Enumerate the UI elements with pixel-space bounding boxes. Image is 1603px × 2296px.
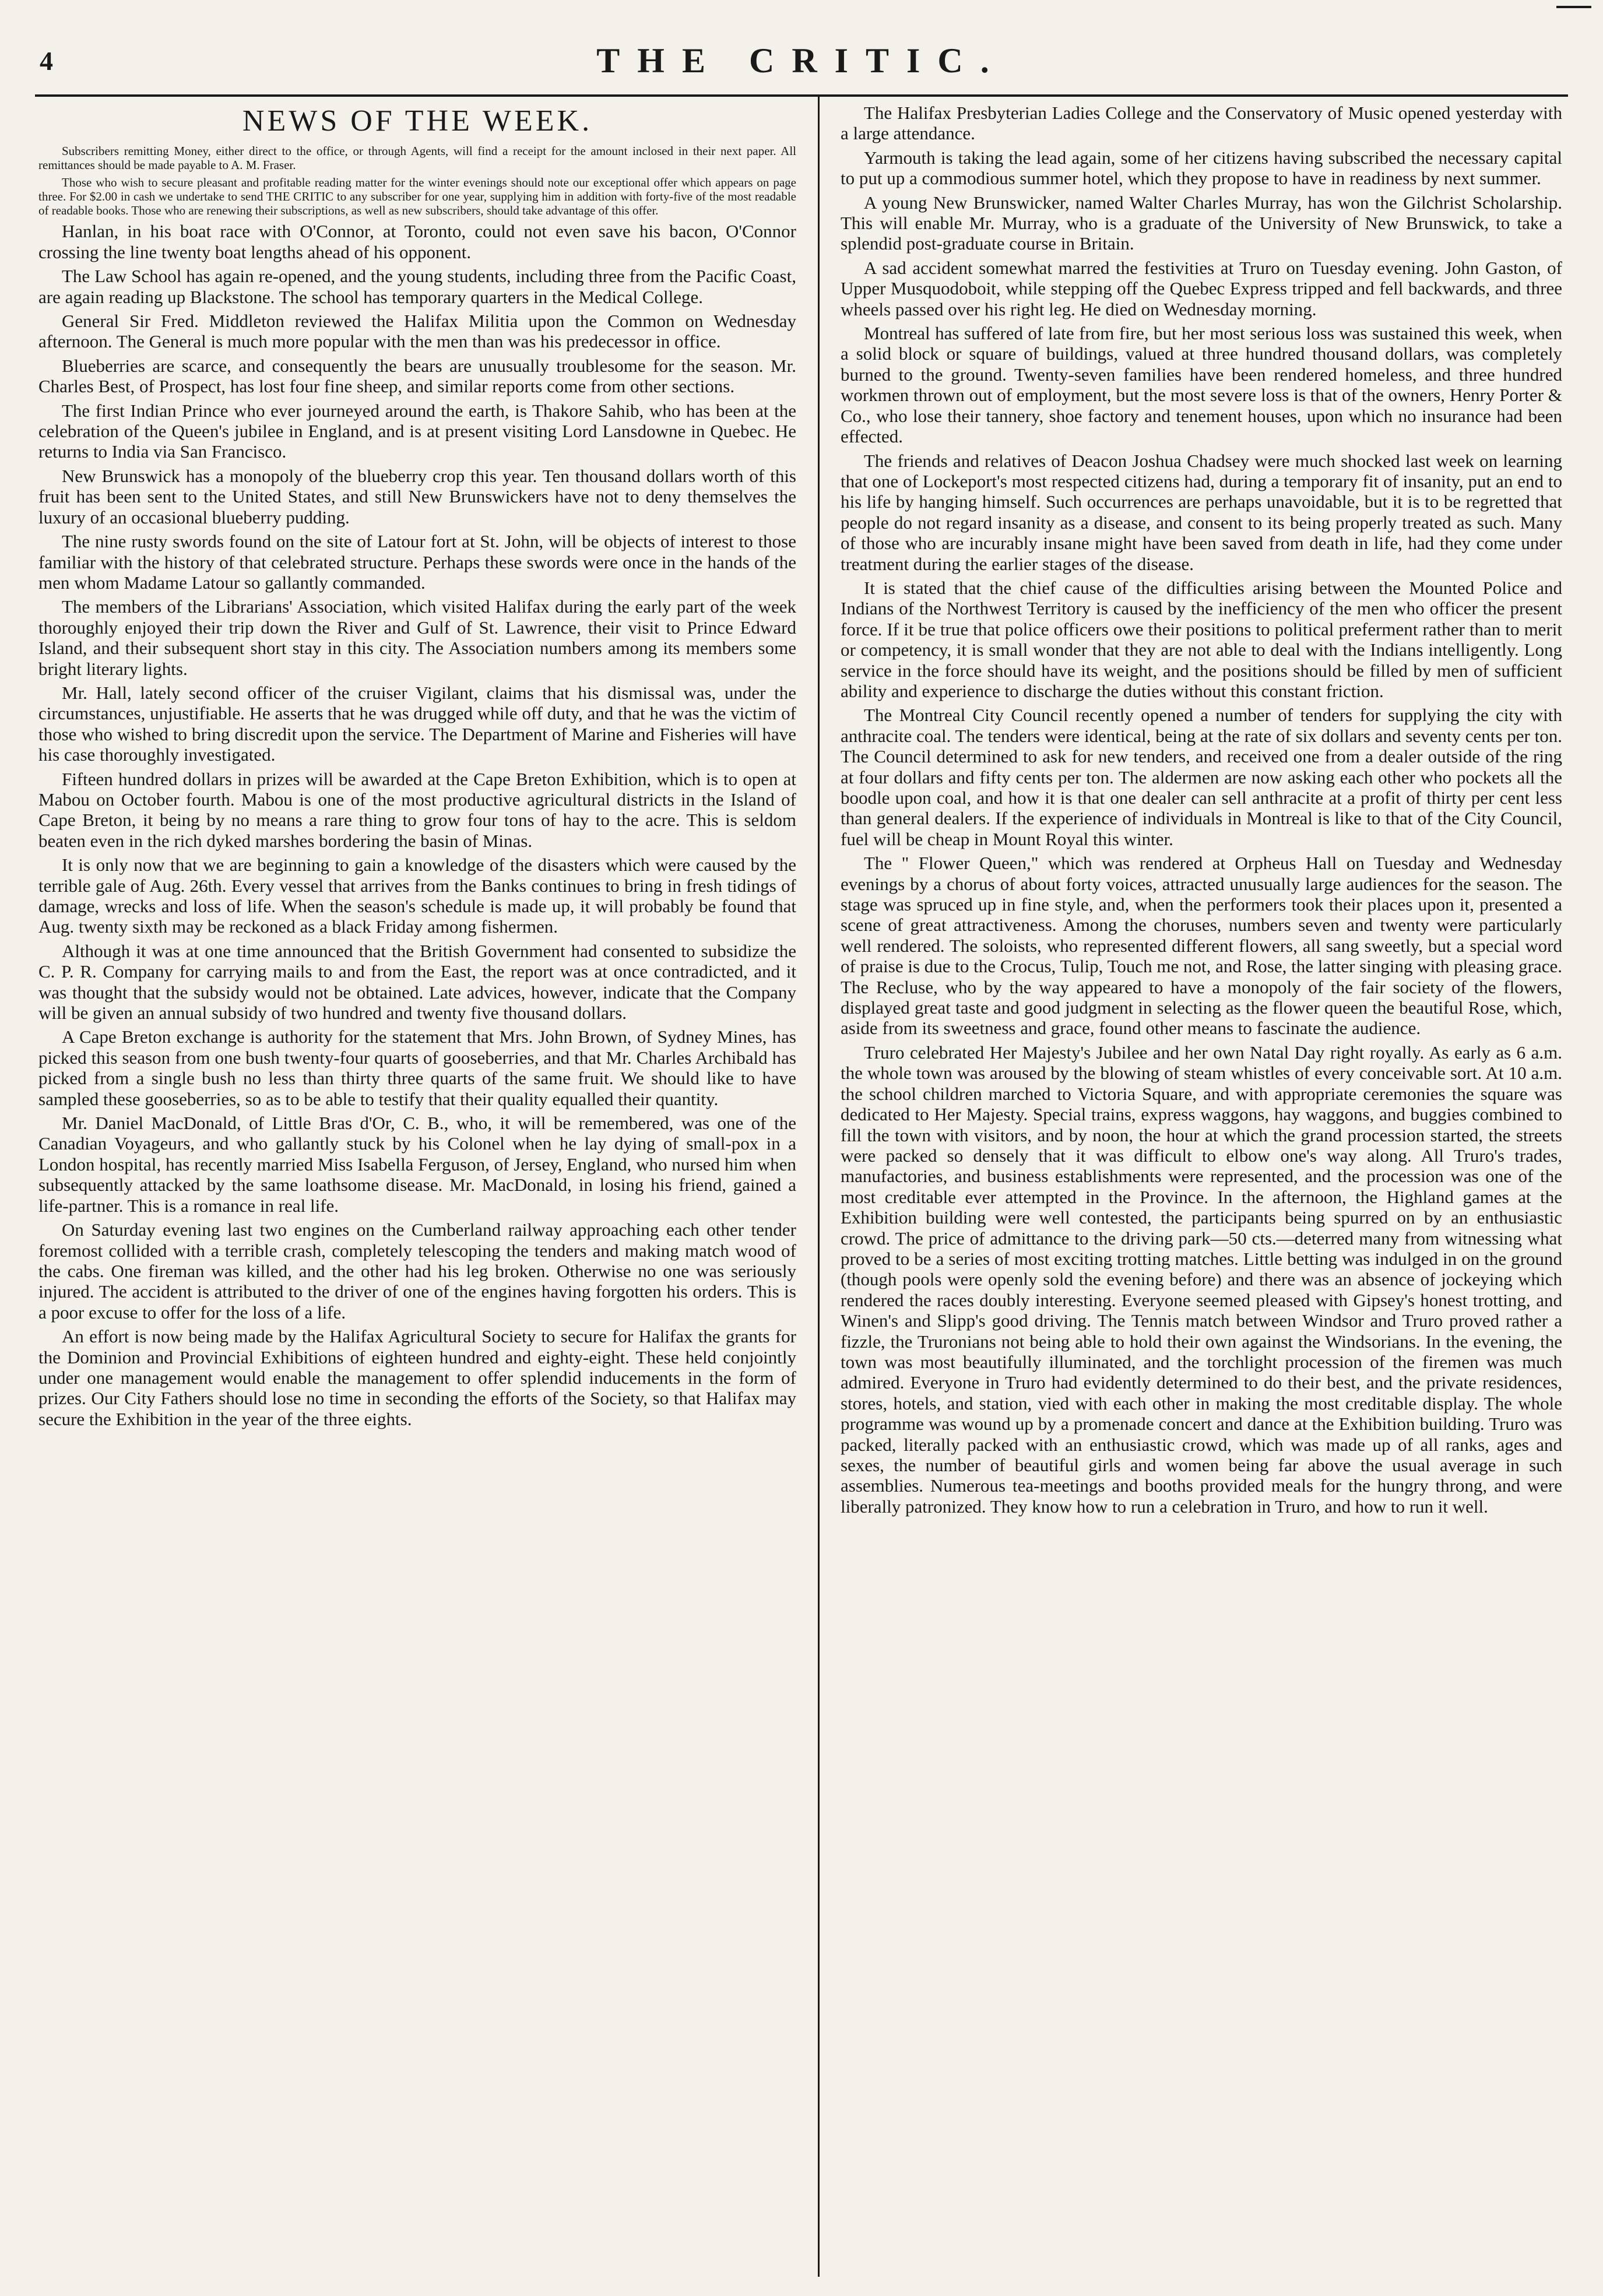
news-item: On Saturday evening last two engines on the Cumberland railway approaching each other tender foremost collided with a terrible crash, completely telescoping the tenders and making match wood of the cabs. One fireman was killed, and the other had his leg broken. Otherwise no one was seriously injured. The accident is attributed to the driver of one of the engines having forgotten his orders. This is a poor excuse to offer for the loss of a life. [38, 1219, 796, 1323]
right-news-items [841, 103, 1562, 1517]
news-item: Blueberries are scarce, and consequently the bears are unusually troublesome for the season. Mr. Charles Best, of Prospect, has lost four fine sheep, and similar reports come from other sections. [38, 355, 796, 397]
section-headline: NEWS OF THE WEEK. [242, 104, 593, 138]
news-item: The Halifax Presbyterian Ladies College and the Conservatory of Music opened yesterday with a large attendance. [841, 103, 1562, 144]
news-item: Although it was at one time announced that the British Government had consented to subsidize the C. P. R. Company for carrying mails to and from the East, the report was at once contradicted, and it was thought that the subsidy would not be obtained. Late advices, however, indicate that the Company will be given an annual subsidy of two hundred and twenty five thousand dollars. [38, 940, 796, 1024]
news-item: An effort is now being made by the Halifax Agricultural Society to secure for Halifax the grants for the Dominion and Provincial Exhibitions of eighteen hundred and eighty-eight. These held conjointly under one management would enable the management to offer splendid inducements in the form of prizes. Our City Fathers should lose no time in seconding the efforts of the Society, so that Halifax may secure the Exhibition in the year of the three eights. [38, 1326, 796, 1429]
news-item: The first Indian Prince who ever journeyed around the earth, is Thakore Sahib, who has been at the celebration of the Queen's jubilee in England, and is at present visiting Lord Lansdowne in Quebec. He returns to India via San Francisco. [38, 400, 796, 462]
news-item: A young New Brunswicker, named Walter Charles Murray, has won the Gilchrist Scholarship. This will enable Mr. Murray, who is a graduate of the University of New Brunswick, to take a splendid post-graduate course in Britain. [841, 192, 1562, 254]
news-item: The " Flower Queen," which was rendered at Orpheus Hall on Tuesday and Wednesday evenings by a chorus of about forty voices, attracted unusually large audiences for the season. The stage was spruced up in fine style, and, when the performers took their places upon it, presented a scene of great attractiveness. Among the choruses, numbers seven and twenty were particularly well rendered. The soloists, who represented different flowers, all sang sweetly, but a special word of praise is due to the Crocus, Tulip, Touch me not, and Rose, the latter singing with pleasing grace. The Recluse, who by the way appeared to have a monopoly of the fair society of the flowers, displayed great taste and good judgment in selecting as the flower queen the beautiful Rose, which, aside from its sweetness and grace, found other means to fascinate the audience. [841, 853, 1562, 1039]
news-item: Yarmouth is taking the lead again, some of her citizens having subscribed the necessary capital to put up a commodious summer hotel, which they propose to have in readiness by next summer. [841, 147, 1562, 189]
subscriber-notice: Subscribers remitting Money, either direct to the office, or through Agents, will find a receipt for the amount inclosed in their next paper. All remittances should be made payable to A. M. Fraser. [38, 144, 796, 173]
subscriber-notice: Those who wish to secure pleasant and profitable reading matter for the winter evenings should note our exceptional offer which appears on page three. For $2.00 in cash we undertake to send THE CRITIC to any subscriber for one year, supplying him in addition with forty-five of the most readable of readable books. Those who are renewing their subscriptions, as well as new subscribers, should take advantage of this offer. [38, 175, 796, 218]
news-item: It is stated that the chief cause of the difficulties arising between the Mounted Police and Indians of the Northwest Territory is caused by the inefficiency of the men who officer the present force. If it be true that police officers owe their positions to political preferment rather than to merit or competency, it is small wonder that they are not able to deal with the Indians intelligently. Long service in the force should have its weight, and the positions should be filled by men of sufficient ability and experience to discharge the duties without this constant friction. [841, 577, 1562, 701]
left-column [38, 103, 796, 2271]
news-item: Montreal has suffered of late from fire, but her most serious loss was sustained this week, when a solid block or square of buildings, valued at three hundred thousand dollars, was completely burned to the ground. Twenty-seven families have been rendered homeless, and three hundred workmen thrown out of employment, but the most severe loss is that of the owners, Henry Porter & Co., who lose their tannery, shoe factory and tenement houses, upon which no insurance had been effected. [841, 323, 1562, 447]
news-item: A sad accident somewhat marred the festivities at Truro on Tuesday evening. John Gaston, of Upper Musquodoboit, while stepping off the Quebec Express tripped and fell backwards, and three wheels passed over his right leg. He died on Wednesday morning. [841, 257, 1562, 319]
news-item: Mr. Daniel MacDonald, of Little Bras d'Or, C. B., who, it will be remembered, was one of the Canadian Voyageurs, and who gallantly stuck by his Colonel when he lay dying of small-pox in a London hospital, has recently married Miss Isabella Ferguson, of Jersey, England, who nursed him when subsequently attacked by the same loathsome disease. Mr. MacDonald, in losing his friend, gained a life-partner. This is a romance in real life. [38, 1113, 796, 1216]
column-divider [818, 97, 820, 2277]
left-news-items [38, 221, 796, 1429]
news-item: Fifteen hundred dollars in prizes will be awarded at the Cape Breton Exhibition, which is to open at Mabou on October fourth. Mabou is one of the most productive agricultural districts in the Island of Cape Breton, it being by no means a rare thing to grow four tons of hay to the acre. This is seldom beaten even in the rich dyked marshes bordering the basin of Minas. [38, 768, 796, 851]
news-item: A Cape Breton exchange is authority for the statement that Mrs. John Brown, of Sydney Mines, has picked this season from one bush twenty-four quarts of gooseberries, and that Mr. Charles Archibald has picked from a single bush no less than thirty three quarts of the same fruit. We should like to have sampled these gooseberries, so as to be able to testify that their quality equalled their quantity. [38, 1026, 796, 1109]
news-item: General Sir Fred. Middleton reviewed the Halifax Militia upon the Common on Wednesday afternoon. The General is much more popular with the men than was his predecessor in office. [38, 311, 796, 352]
news-item: The friends and relatives of Deacon Joshua Chadsey were much shocked last week on learning that one of Lockeport's most respected citizens had, during a temporary fit of insanity, put an end to his life by hanging himself. Such occurrences are perhaps unavoidable, but it is to be regretted that people do not regard insanity as a disease, and consent to its being properly treated as such. Many of those who are incurably insane might have been saved from death in life, had they come under treatment during the earlier stages of the disease. [841, 450, 1562, 574]
news-item: Mr. Hall, lately second officer of the cruiser Vigilant, claims that his dismissal was, under the circumstances, unjustifiable. He asserts that he was drugged while off duty, and that he was the victim of those who wished to bring discredit upon the service. The Department of Marine and Fisheries will have his case thoroughly investigated. [38, 682, 796, 765]
right-column [841, 103, 1562, 2271]
news-item: The Montreal City Council recently opened a number of tenders for supplying the city with anthracite coal. The tenders were identical, being at the rate of six dollars and seventy cents per ton. The Council determined to ask for new tenders, and received one from a dealer outside of the ring at four dollars and fifty cents per ton. The aldermen are now asking each other who pockets all the boodle upon coal, and how it is that one dealer can sell anthracite at a profit of thirty per cent less than general dealers. If the experience of individuals in Montreal is like to that of the City Council, fuel will be cheap in Mount Royal this winter. [841, 705, 1562, 849]
news-item: The nine rusty swords found on the site of Latour fort at St. John, will be objects of interest to those familiar with the history of that celebrated structure. Perhaps these swords were once in the hands of the men whom Madame Latour so gallantly commanded. [38, 531, 796, 593]
news-item: New Brunswick has a monopoly of the blueberry crop this year. Ten thousand dollars worth of this fruit has been sent to the United States, and still New Brunswickers have not to deny themselves the luxury of an occasional blueberry pudding. [38, 465, 796, 528]
top-rule [35, 94, 1568, 97]
news-item: Hanlan, in his boat race with O'Connor, at Toronto, could not even save his bacon, O'Connor crossing the line twenty boat lengths ahead of his opponent. [38, 221, 796, 262]
masthead: THE CRITIC. [596, 41, 1007, 80]
news-item: Truro celebrated Her Majesty's Jubilee and her own Natal Day right royally. As early as 6 a.m. the whole town was aroused by the blowing of steam whistles of every conceivable sort. At 10 a.m. the school children marched to Victoria Square, and with appropriate ceremonies the square was dedicated to Her Majesty. Special trains, express waggons, hay waggons, and buggies combined to fill the town with visitors, and by noon, the hour at which the grand procession started, the streets were packed so densely that it was difficult to elbow one's way along. All Truro's trades, manufactories, and business establishments were represented, and the procession was one of the most creditable ever attempted in the Province. In the afternoon, the Highland games at the Exhibition building were well contested, the participants being spurred on by an enthusiastic crowd. The price of admittance to the driving park—50 cts.—deterred many from witnessing what proved to be a series of most exciting trotting matches. Little betting was indulged in on the ground (though pools were openly sold the evening before) and there was an absence of jockeying which rendered the races doubly interesting. Everyone seemed pleased with Gipsey's honest trotting, and Winen's and Slipp's good driving. The Tennis match between Windsor and Truro proved rather a fizzle, the Truronians not being able to hold their own against the Windsorians. In the evening, the town was most beautifully illuminated, and the torchlight procession of the firemen was much admired. Everyone in Truro had evidently determined to do their best, and the private residences, stores, hotels, and station, vied with each other in making the most creditable display. The whole programme was wound up by a promenade concert and dance at the Exhibition building. Truro was packed, literally packed with an enthusiastic crowd, which was made up of all ranks, ages and sexes, the number of beautiful girls and women being far above the usual average in such assemblies. Numerous tea-meetings and booths provided meals for the hungry throng, and were liberally patronized. They know how to run a celebration in Truro, and how to run it well. [841, 1042, 1562, 1517]
page-number: 4 [40, 46, 53, 76]
corner-mark [1556, 0, 1591, 8]
news-item: It is only now that we are beginning to gain a knowledge of the disasters which were caused by the terrible gale of Aug. 26th. Every vessel that arrives from the Banks continues to bring in fresh tidings of damage, wrecks and loss of life. When the season's schedule is made up, it will probably be found that Aug. twenty sixth may be reckoned as a black Friday among fishermen. [38, 855, 796, 937]
news-item: The Law School has again re-opened, and the young students, including three from the Pacific Coast, are again reading up Blackstone. The school has temporary quarters in the Medical College. [38, 266, 796, 307]
news-item: The members of the Librarians' Association, which visited Halifax during the early part of the week thoroughly enjoyed their trip down the River and Gulf of St. Lawrence, their visit to Prince Edward Island, and their subsequent short stay in this city. The Association numbers among its members some bright literary lights. [38, 596, 796, 679]
